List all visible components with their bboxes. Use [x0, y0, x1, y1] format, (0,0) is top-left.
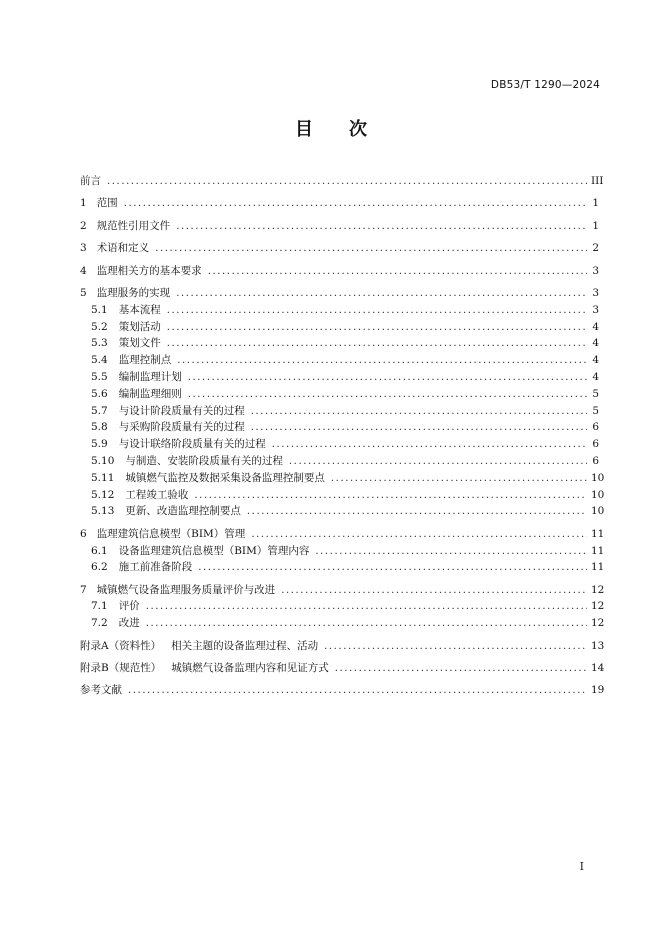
toc-entry-page: 4: [592, 370, 599, 383]
toc-dot-leader: [272, 437, 587, 454]
toc-dot-leader: [188, 387, 587, 404]
toc-dot-leader: [167, 320, 587, 337]
toc-entry-title: 参考文献: [80, 684, 122, 697]
toc-entry-title: 编制监理计划: [118, 370, 182, 383]
toc-entry-title: 编制监理细则: [118, 387, 182, 400]
toc-dot-leader: [146, 616, 587, 633]
toc-entry[interactable]: [80, 173, 604, 190]
standard-code: DB53/T 1290—2024: [490, 79, 600, 91]
toc-entry-page: 5: [592, 387, 599, 400]
toc-entry-number: 5.10: [91, 454, 115, 467]
toc-entry-number: 5.1: [91, 303, 108, 316]
toc-entry[interactable]: [80, 487, 605, 504]
toc-entry-title: 与设计阶段质量有关的过程: [118, 404, 245, 417]
toc-entry-number: 5.2: [91, 320, 108, 333]
toc-entry-page: 1: [592, 219, 599, 232]
toc-entry-number: 2: [80, 219, 87, 232]
toc-entry-number: 3: [80, 242, 87, 255]
toc-entry-title: 城镇燃气设备监理内容和见证方式: [171, 662, 329, 675]
toc-entry-title: 城镇燃气监控及数据采集设备监理控制要点: [125, 471, 325, 484]
toc-entry-page: 19: [591, 684, 605, 697]
toc-entry-number: 5.4: [91, 354, 108, 367]
toc-entry-title: 与制造、安装阶段质量有关的过程: [125, 454, 283, 467]
toc-entry-page: 5: [592, 404, 599, 417]
toc-entry-page: 3: [592, 264, 599, 277]
toc-entry[interactable]: [80, 582, 605, 599]
toc-entry-title: 城镇燃气设备监理服务质量评价与改进: [96, 583, 276, 596]
page-title: [0, 115, 662, 141]
toc-entry-number: 5.7: [91, 404, 108, 417]
toc-entry-page: 6: [592, 421, 599, 434]
toc-dot-leader: [177, 353, 587, 370]
toc-entry[interactable]: [80, 195, 599, 212]
toc-entry-page: III: [591, 175, 604, 187]
toc-entry[interactable]: [80, 503, 605, 520]
toc-dot-leader: [247, 504, 587, 521]
toc-entry[interactable]: [80, 526, 605, 543]
toc-entry-page: 12: [591, 617, 605, 630]
toc-entry-title: 监理服务的实现: [96, 286, 171, 299]
toc-dot-leader: [176, 219, 587, 236]
toc-dot-leader: [331, 471, 587, 488]
toc-entry[interactable]: [80, 615, 605, 632]
toc-entry-number: 6.2: [91, 561, 108, 574]
toc-entry-title: 设备监理建筑信息模型（BIM）管理内容: [118, 544, 310, 557]
toc-entry-page: 11: [591, 544, 605, 557]
toc-entry-title: 策划文件: [118, 337, 161, 350]
toc-entry-title: 前言: [80, 175, 101, 187]
title-char-1: 目: [295, 119, 313, 140]
toc-dot-leader: [281, 583, 587, 600]
toc-entry-number: 1: [80, 197, 87, 210]
toc-entry-title: 与设计联络阶段质量有关的过程: [118, 438, 266, 451]
toc-entry[interactable]: [80, 543, 605, 560]
page-number: I: [579, 860, 584, 873]
toc-entry-page: 10: [591, 471, 605, 484]
toc-dot-leader: [251, 404, 587, 421]
toc-entry-page: 12: [591, 583, 605, 596]
toc-entry-title: 与采购阶段质量有关的过程: [118, 421, 245, 434]
toc-entry-title: 策划活动: [118, 320, 161, 333]
toc-entry[interactable]: [80, 335, 599, 352]
toc-entry[interactable]: [80, 598, 605, 615]
toc-entry[interactable]: [80, 559, 605, 576]
toc-entry-number: 7.1: [91, 600, 108, 613]
toc-entry-number: 5.13: [91, 505, 115, 518]
toc-dot-leader: [198, 560, 587, 577]
toc-entry-page: 12: [591, 600, 605, 613]
toc-dot-leader: [107, 174, 587, 191]
toc-entry-page: 2: [592, 242, 599, 255]
toc-dot-leader: [124, 196, 587, 213]
toc-dot-leader: [155, 241, 587, 258]
table-of-contents: [80, 173, 605, 699]
toc-entry-title: 评价: [118, 600, 140, 613]
toc-entry[interactable]: [80, 302, 599, 319]
toc-entry-page: 4: [592, 337, 599, 350]
toc-dot-leader: [315, 544, 587, 561]
toc-entry-number: 6: [80, 527, 87, 540]
toc-dot-leader: [208, 264, 587, 281]
toc-entry[interactable]: [80, 386, 599, 403]
toc-dot-leader: [251, 527, 587, 544]
toc-entry-number: 5.9: [91, 438, 108, 451]
toc-entry-page: 11: [591, 561, 605, 574]
toc-entry-number: 4: [80, 264, 87, 277]
toc-entry[interactable]: [80, 403, 599, 420]
toc-entry-page: 14: [591, 662, 605, 675]
toc-dot-leader: [128, 683, 587, 700]
toc-entry-title: 相关主题的设备监理过程、活动: [171, 639, 319, 652]
toc-entry-title: 术语和定义: [96, 242, 150, 255]
toc-entry-page: 6: [592, 438, 599, 451]
toc-entry[interactable]: [80, 218, 599, 235]
toc-entry-number: 附录B（规范性）: [80, 662, 162, 675]
toc-entry-title: 范围: [96, 197, 118, 210]
toc-entry-page: 3: [592, 303, 599, 316]
toc-entry[interactable]: [80, 436, 599, 453]
toc-entry-page: 4: [592, 354, 599, 367]
toc-dot-leader: [167, 303, 587, 320]
toc-entry-title: 规范性引用文件: [96, 219, 171, 232]
toc-entry-number: 7: [80, 583, 87, 596]
toc-entry[interactable]: [80, 453, 599, 470]
toc-entry-number: 5.6: [91, 387, 108, 400]
toc-dot-leader: [289, 454, 587, 471]
toc-entry-number: 5.12: [91, 488, 115, 501]
toc-entry-page: 3: [592, 286, 599, 299]
toc-entry[interactable]: [80, 369, 599, 386]
toc-dot-leader: [194, 488, 587, 505]
toc-entry-title: 改进: [118, 617, 140, 630]
toc-dot-leader: [324, 639, 587, 656]
toc-entry-title: 施工前准备阶段: [118, 561, 193, 574]
toc-entry[interactable]: [80, 352, 599, 369]
toc-dot-leader: [167, 336, 587, 353]
toc-entry-title: 监理相关方的基本要求: [96, 264, 202, 277]
toc-entry[interactable]: [80, 638, 605, 655]
toc-entry[interactable]: [80, 470, 605, 487]
toc-entry-title: 基本流程: [118, 303, 161, 316]
toc-dot-leader: [146, 599, 587, 616]
toc-dot-leader: [188, 370, 587, 387]
toc-entry[interactable]: [80, 660, 605, 677]
toc-entry-number: 7.2: [91, 617, 108, 630]
toc-entry-page: 11: [591, 527, 605, 540]
toc-entry-page: 6: [592, 454, 599, 467]
toc-entry[interactable]: [80, 419, 599, 436]
toc-dot-leader: [335, 661, 587, 678]
toc-entry-page: 10: [591, 488, 605, 501]
toc-entry-number: 6.1: [91, 544, 108, 557]
toc-entry-number: 5.8: [91, 421, 108, 434]
toc-entry[interactable]: [80, 263, 599, 280]
toc-entry-number: 5: [80, 286, 87, 299]
toc-entry-page: 10: [591, 505, 605, 518]
toc-entry-number: 附录A（资料性）: [80, 639, 162, 652]
title-char-2: 次: [349, 119, 367, 140]
toc-entry-title: 工程竣工验收: [125, 488, 189, 501]
toc-entry-page: 4: [592, 320, 599, 333]
toc-entry-page: 13: [591, 639, 605, 652]
toc-entry[interactable]: [80, 240, 599, 257]
toc-entry[interactable]: [80, 285, 599, 302]
toc-entry-number: 5.3: [91, 337, 108, 350]
toc-entry-title: 更新、改造监理控制要点: [125, 505, 241, 518]
toc-entry-number: 5.11: [91, 471, 115, 484]
toc-dot-leader: [251, 420, 587, 437]
toc-entry-number: 5.5: [91, 370, 108, 383]
toc-entry-title: 监理建筑信息模型（BIM）管理: [96, 527, 246, 540]
toc-entry[interactable]: [80, 682, 605, 699]
toc-entry-title: 监理控制点: [118, 354, 172, 367]
toc-entry-page: 1: [592, 197, 599, 210]
toc-dot-leader: [176, 286, 587, 303]
toc-entry[interactable]: [80, 319, 599, 336]
